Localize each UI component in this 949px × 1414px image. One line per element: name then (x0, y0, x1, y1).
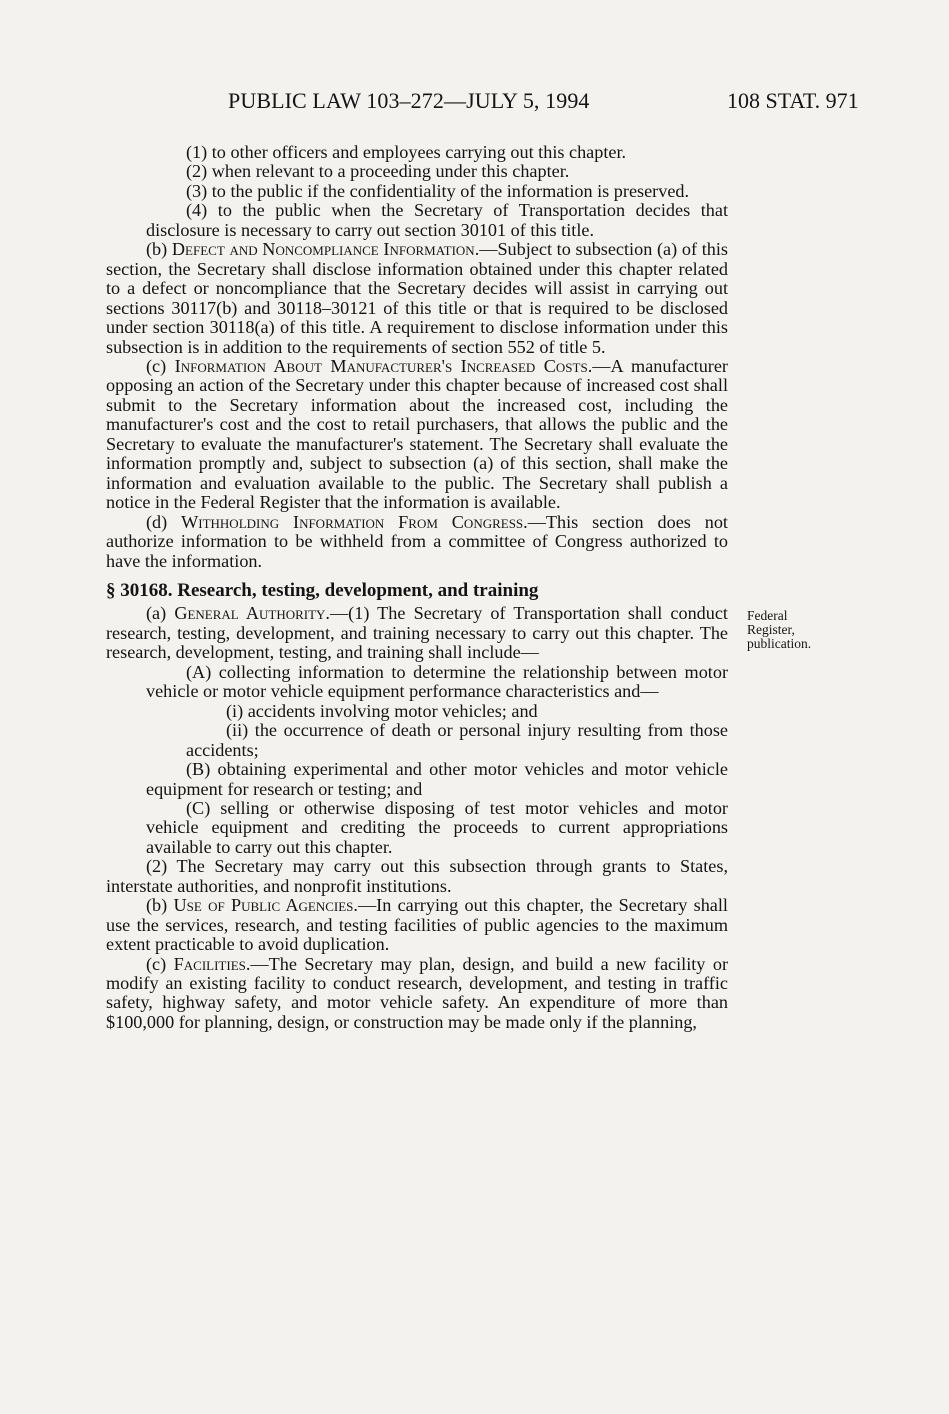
clause-i: (i) accidents involving motor vehicles; and (226, 700, 538, 721)
clause-A: (A) collecting information to determine the relationship between motor vehicle or motor vehicle equipment performance characteristics and— (146, 661, 728, 702)
subsection-heading: Defect and Noncompliance Information. (171, 239, 480, 260)
subsection-c-costs: (c) Information About Manufacturer's Increased Costs.—A manufacturer opposing an action of the Secretary under this chapter because of increased cost shall submit to the Secretary information about the increased cost, including the manufacturer's cost and the cost to retail purchasers, that allows the public and the Secretary to evaluate the manufacturer's statement. The Secretary shall evaluate the information promptly and, subject to subsection (a) of this section, shall make the information and evaluation available to the public. The Secretary shall publish a notice in the Federal Register that the information is available. (106, 355, 728, 513)
subsection-b-public-agencies: (b) Use of Public Agencies.—In carrying out this chapter, the Secretary shall use the services, research, and testing facilities of public agencies to the maximum extent practicable to avoid duplication. (106, 895, 728, 955)
body-text (106, 143, 728, 1032)
clause-B: (B) obtaining experimental and other motor vehicles and motor vehicle equipment for research or testing; and (146, 759, 728, 799)
paragraph-a1: (1) to other officers and employees carrying out this chapter. (186, 142, 627, 162)
margin-note (747, 609, 847, 651)
paragraph-a3: (3) to the public if the confidentiality of the information is preserved. (186, 180, 690, 201)
subsection-d-congress: (d) Withholding Information From Congress.—This section does not authorize information to be withheld from a committee of Congress authorized to have the information. (106, 511, 728, 571)
paragraph-2-grants: (2) The Secretary may carry out this subsection through grants to States, interstate authorities, and nonprofit institutions. (106, 856, 728, 896)
margin-note-line: publication. (747, 636, 812, 651)
margin-note-line: Federal (747, 608, 788, 623)
subsection-heading: Withholding Information From Congress. (181, 511, 528, 532)
subsection-c-facilities: (c) Facilities.—The Secretary may plan, design, and build a new facility or modify an existing facility to conduct research, development, and testing in traffic safety, highway safety, and motor vehicle safety. An expenditure of more than $100,000 for planning, design, or construction may be made only if the planning, (106, 953, 729, 1032)
subsection-a-general: (a) General Authority.—(1) The Secretary of Transportation shall conduct research, testing, development, and training necessary to carry out this chapter. The research, development, testing, and training shall include— (106, 603, 728, 663)
paragraph-a4: (4) to the public when the Secretary of Transportation decides that disclosure is necessary to carry out section 30101 of this title. (146, 200, 728, 240)
running-header (0, 88, 949, 118)
subsection-heading: General Authority. (174, 603, 330, 624)
section-heading: § 30168. Research, testing, development, and training (106, 579, 539, 601)
paragraph-a2: (2) when relevant to a proceeding under this chapter. (186, 161, 570, 182)
subsection-heading: Facilities. (173, 953, 251, 974)
clause-ii: (ii) the occurrence of death or personal injury resulting from those accidents; (186, 720, 728, 760)
header-stat-citation: 108 STAT. 971 (727, 88, 859, 113)
subsection-heading: Information About Manufacturer's Increased Costs. (174, 355, 593, 376)
header-title: PUBLIC LAW 103–272—JULY 5, 1994 (228, 88, 590, 113)
margin-note-line: Register, (747, 622, 795, 637)
clause-C: (C) selling or otherwise disposing of test motor vehicles and motor vehicle equipment and crediting the proceeds to current appropriations available to carry out this chapter. (146, 797, 728, 857)
subsection-heading: Use of Public Agencies. (173, 895, 358, 916)
subsection-b-defect: (b) Defect and Noncompliance Information.—Subject to subsection (a) of this section, the Secretary shall disclose information obtained under this chapter related to a defect or noncompliance that the Secretary decides will assist in carrying out sections 30117(b) and 30118–30121 of this title or that is required to be disclosed under section 30118(a) of this title. A requirement to disclose information under this subsection is in addition to the requirements of section 552 of title 5. (106, 239, 728, 357)
